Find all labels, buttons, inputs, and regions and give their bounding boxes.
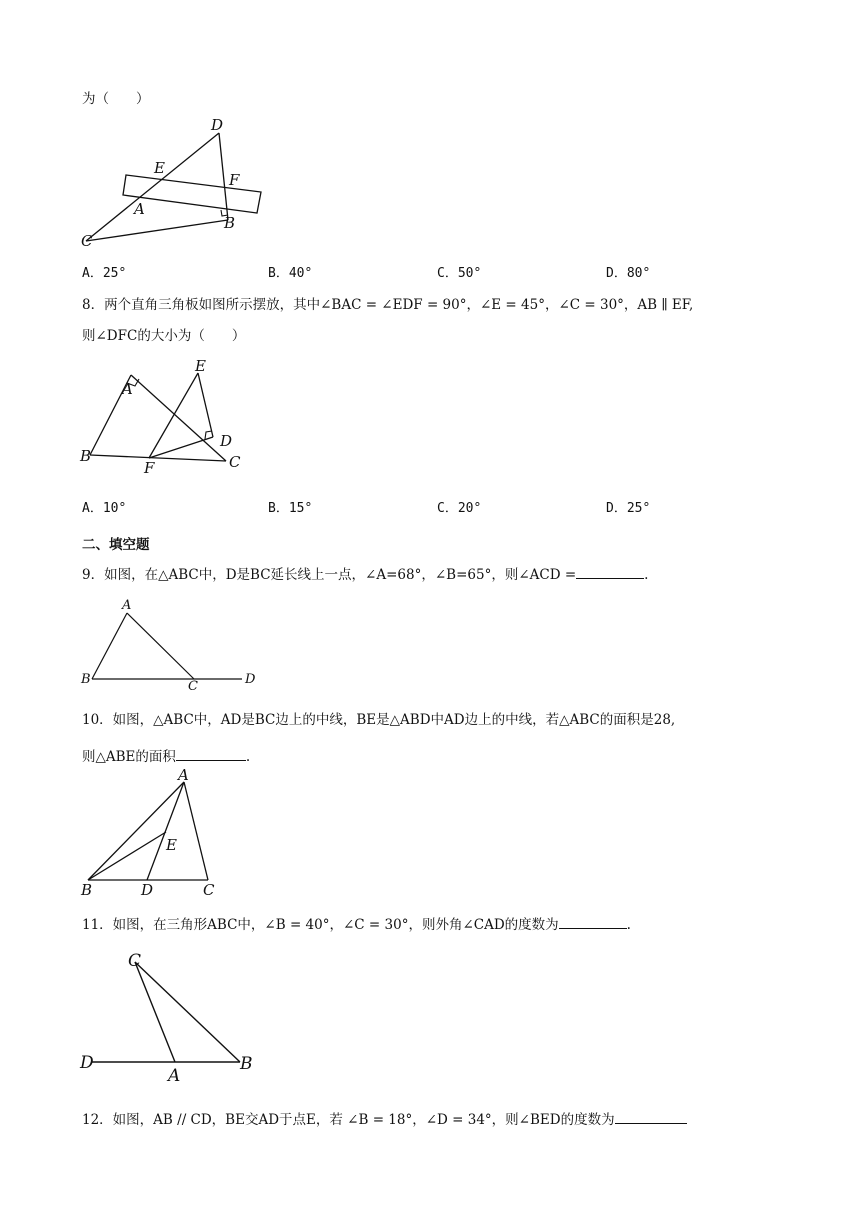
q10-line-2: 则△ABE的面积 bbox=[82, 749, 176, 765]
q11-end: . bbox=[626, 917, 631, 933]
q9-text: 9．如图，在△ABC中，D是BC延长线上一点，∠A=68°，∠B=65°，则∠ACD = bbox=[82, 567, 577, 583]
q12-answer-blank[interactable] bbox=[615, 1109, 687, 1124]
q9-label-b: B bbox=[81, 672, 91, 687]
q9-label-a: A bbox=[122, 598, 132, 613]
q7-label-c: C bbox=[81, 232, 93, 250]
q9-answer-blank[interactable] bbox=[576, 564, 644, 579]
q11-answer-blank[interactable] bbox=[559, 914, 627, 929]
q7-option-a[interactable]: A．25° bbox=[82, 266, 127, 281]
q10-figure bbox=[78, 766, 238, 900]
q10-end: . bbox=[245, 749, 251, 765]
q8-label-a: A bbox=[122, 380, 133, 398]
q8-figure bbox=[78, 355, 268, 475]
q10-label-e: E bbox=[166, 836, 177, 854]
q8-option-a[interactable]: A．10° bbox=[82, 501, 127, 516]
q10-label-c: C bbox=[203, 881, 215, 899]
q8-label-c: C bbox=[229, 453, 241, 471]
q9-label-d: D bbox=[245, 672, 256, 687]
q11-text: 11．如图，在三角形ABC中，∠B = 40°，∠C = 30°，则外角∠CAD的度数为 bbox=[82, 917, 559, 933]
q9-label-c: C bbox=[188, 679, 198, 694]
q9-end: . bbox=[644, 567, 649, 583]
q7-label-a: A bbox=[134, 200, 145, 218]
q12-text-line bbox=[82, 1109, 687, 1129]
q7-label-d: D bbox=[211, 116, 224, 134]
q11-label-b: B bbox=[240, 1054, 253, 1074]
q8-label-d: D bbox=[220, 432, 233, 450]
q8-option-b[interactable]: B．15° bbox=[268, 501, 313, 516]
q7-label-b: B bbox=[224, 214, 236, 232]
q8-line-1: 8．两个直角三角板如图所示摆放，其中∠BAC = ∠EDF = 90°，∠E = 45°，∠C = 30°，AB ∥ EF, bbox=[82, 297, 694, 313]
q7-tail: 为（ ） bbox=[82, 91, 150, 107]
q10-label-d: D bbox=[141, 881, 154, 899]
q11-label-d: D bbox=[80, 1053, 94, 1073]
q10-label-a: A bbox=[178, 766, 189, 784]
q7-label-f: F bbox=[229, 171, 240, 189]
q8-label-e: E bbox=[195, 357, 206, 375]
q8-line-2: 则∠DFC的大小为（ ） bbox=[82, 328, 246, 344]
q7-option-b[interactable]: B．40° bbox=[268, 266, 313, 281]
q7-figure bbox=[78, 115, 278, 250]
q7-option-c[interactable]: C．50° bbox=[437, 266, 482, 281]
q9-figure bbox=[78, 595, 268, 694]
q11-label-a: A bbox=[168, 1066, 181, 1086]
q8-label-b: B bbox=[80, 447, 92, 465]
q11-text-line bbox=[82, 914, 631, 934]
q8-label-f: F bbox=[144, 459, 155, 477]
q10-answer-blank[interactable] bbox=[176, 746, 246, 761]
q10-line-2-wrap bbox=[82, 746, 250, 766]
q8-option-d[interactable]: D．25° bbox=[606, 501, 651, 516]
q11-figure bbox=[78, 945, 278, 1085]
q10-label-b: B bbox=[81, 881, 93, 899]
q11-label-c: C bbox=[128, 951, 142, 971]
q12-text: 12．如图，AB // CD，BE交AD于点E，若 ∠B = 18°，∠D = 34°，则∠BED的度数为 bbox=[82, 1112, 615, 1128]
q10-line-1: 10．如图，△ABC中，AD是BC边上的中线，BE是△ABD中AD边上的中线，若△ABC的面积是28, bbox=[82, 712, 676, 728]
section-2-title: 二、填空题 bbox=[82, 537, 150, 553]
q7-label-e: E bbox=[154, 159, 165, 177]
q9-text-line bbox=[82, 564, 648, 584]
q8-option-c[interactable]: C．20° bbox=[437, 501, 482, 516]
q7-option-d[interactable]: D．80° bbox=[606, 266, 651, 281]
